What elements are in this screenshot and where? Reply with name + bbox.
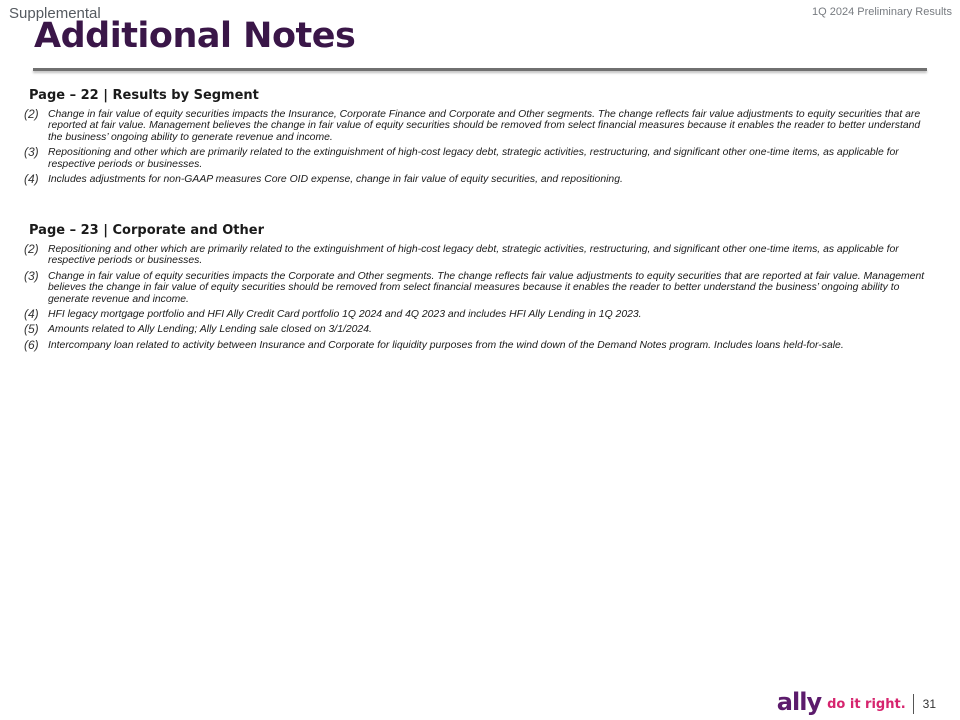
note-number: (5) [24,322,39,337]
slogan: do it right. [827,697,906,712]
note-number: (6) [24,337,39,352]
note-text: Intercompany loan related to activity between Insurance and Corporate for liquidity purposes from the wind down of the Demand Notes program. Includes loans held-for-sale. [48,339,844,351]
report-tag: 1Q 2024 Preliminary Results [811,6,952,18]
ally-logo: ally [776,688,822,716]
note [24,109,936,143]
note-number: (3) [24,145,39,160]
note-text: Repositioning and other which are primarily related to the extinguishment of high-cost legacy debt, strategic activities, restructuring, and significant other one-time items, as applicable for respective periods or businesses. [48,147,899,170]
note-text: Includes adjustments for non-GAAP measures Core OID expense, change in fair value of equity securities, and repositioning. [48,174,623,186]
note-text: Repositioning and other which are primarily related to the extinguishment of high-cost legacy debt, strategic activities, restructuring, and significant other one-time items, as applicable for respective periods or businesses. [48,244,899,267]
title-rule [33,68,927,71]
note-text: Change in fair value of equity securities impacts the Corporate and Other segments. The change reflects fair value adjustments to equity securities that are reported at fair value. Management believes the change in fair value of equity securities should be removed from select financial measures because it enables the reader to better understand the business’ ongoing ability to generate revenue and income. [48,270,925,305]
footer-divider [913,694,914,714]
kicker: Supplemental [9,5,101,22]
note-number: (4) [24,172,39,187]
section-results-by-segment [24,88,936,189]
page-title: Additional Notes [34,16,356,56]
note-text: Change in fair value of equity securities impacts the Insurance, Corporate Finance and Corporate and Other segments. The change reflects fair value adjustments to equity securities that are reported at fair value. Management believes the change in fair value of equity securities should be removed from select financial measures because it enables the reader to better understand the business’ ongoing ability to generate revenue and income. [48,109,921,143]
note [24,174,936,185]
section-heading: Page – 22 | Results by Segment [29,88,259,103]
note [24,337,936,352]
section-corporate-and-other [24,223,936,355]
page-number: 31 [922,697,936,711]
section-heading: Page – 23 | Corporate and Other [29,223,264,238]
note [24,309,936,320]
note-number: (4) [24,307,39,322]
note-number: (2) [24,107,39,121]
note-number: (2) [24,242,39,256]
note [24,324,936,335]
note-text: Amounts related to Ally Lending; Ally Lending sale closed on 3/1/2024. [48,324,372,336]
note [24,244,936,267]
footer [777,690,936,714]
note [24,147,936,170]
note-text: HFI legacy mortgage portfolio and HFI Ally Credit Card portfolio 1Q 2024 and 4Q 2023 and includes HFI Ally Lending in 1Q 2023. [48,309,642,321]
note-number: (3) [24,268,39,283]
note [24,268,936,305]
